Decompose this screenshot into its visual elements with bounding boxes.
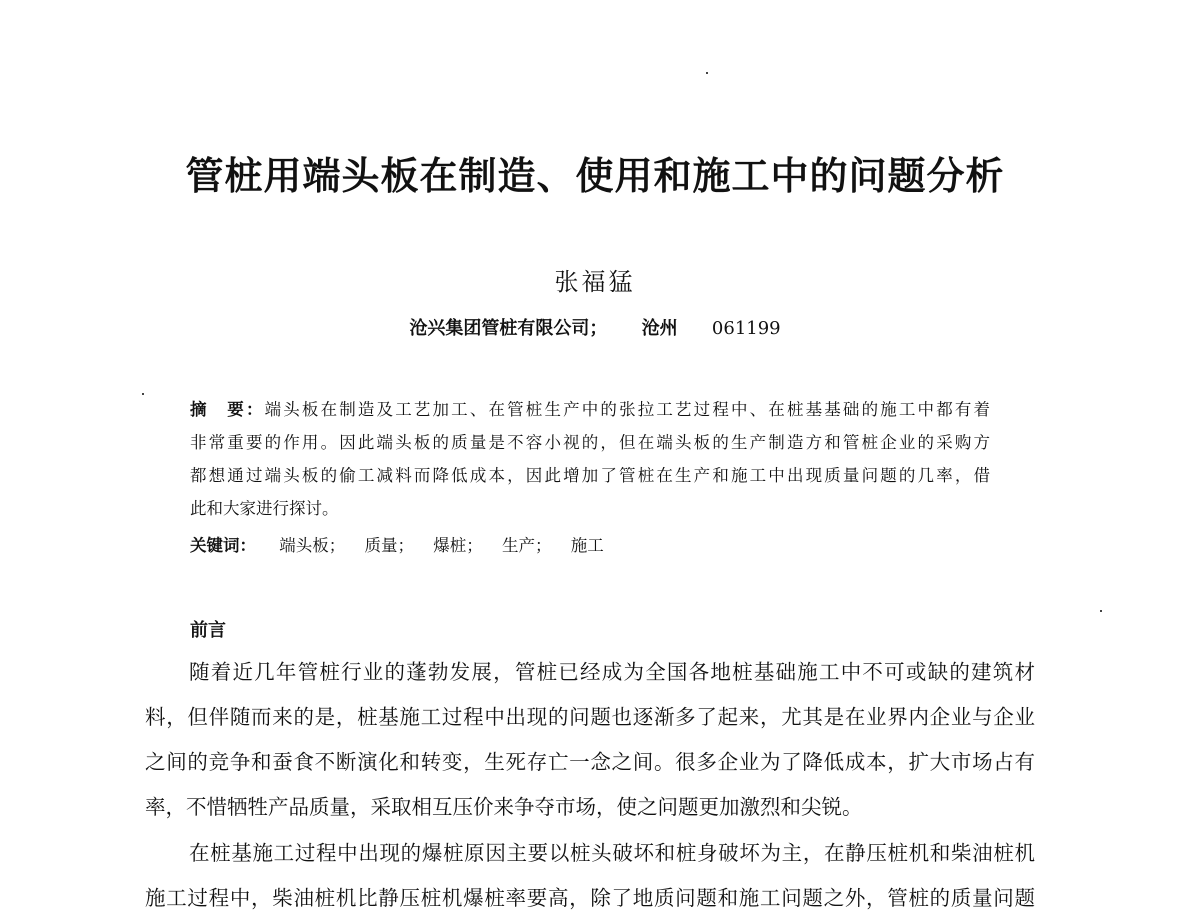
abstract <box>190 397 990 529</box>
keyword: 端头板； <box>279 536 346 555</box>
affiliation-postcode: 061199 <box>711 318 781 339</box>
keywords <box>190 532 618 556</box>
keyword: 生产； <box>502 536 552 555</box>
author-name: 张福猛 <box>554 268 636 296</box>
abstract-line: 此和大家进行探讨。 <box>190 499 339 518</box>
affiliation <box>0 314 1190 340</box>
abstract-label: 摘 要： <box>190 400 265 419</box>
paragraph-line: 料，但伴随而来的是，桩基施工过程中出现的问题也逐渐多了起来，尤其是在业界内企业与企业 <box>145 705 1035 729</box>
affiliation-city: 沧州 <box>641 318 678 339</box>
body-paragraph <box>145 831 1035 921</box>
abstract-line: 都想通过端头板的偷工减料而降低成本，因此增加了管桩在生产和施工中出现质量问题的几率，借 <box>190 466 990 485</box>
scan-speck <box>1100 610 1102 612</box>
paragraph-line: 随着近几年管桩行业的蓬勃发展，管桩已经成为全国各地桩基础施工中不可或缺的建筑材 <box>189 660 1035 684</box>
paragraph-line: 率，不惜牺牲产品质量，采取相互压价来争夺市场，使之问题更加激烈和尖锐。 <box>145 795 863 819</box>
paragraph-line: 在桩基施工过程中出现的爆桩原因主要以桩头破坏和桩身破坏为主，在静压桩机和柴油桩机 <box>189 841 1035 865</box>
scan-speck <box>706 72 708 74</box>
paragraph-line: 施工过程中，柴油桩机比静压桩机爆桩率要高，除了地质问题和施工问题之外，管桩的质量问题 <box>145 886 1035 910</box>
keyword: 爆桩； <box>433 536 483 555</box>
affiliation-company: 沧兴集团管桩有限公司； <box>409 318 608 339</box>
keyword: 质量； <box>364 536 414 555</box>
abstract-line: 非常重要的作用。因此端头板的质量是不容小视的，但在端头板的生产制造方和管桩企业的采购方 <box>190 433 990 452</box>
section-heading: 前言 <box>190 620 226 641</box>
document-title: 管桩用端头板在制造、使用和施工中的问题分析 <box>185 154 1005 198</box>
keyword: 施工 <box>570 536 604 555</box>
scan-speck <box>142 393 144 395</box>
abstract-line: 摘 要：端头板在制造及工艺加工、在管桩生产中的张拉工艺过程中、在桩基基础的施工中都有着 <box>190 400 990 419</box>
body-paragraph <box>145 650 1035 830</box>
paragraph-line: 之间的竞争和蚕食不断演化和转变，生死存亡一念之间。很多企业为了降低成本，扩大市场占有 <box>145 750 1035 774</box>
keywords-label: 关键词： <box>190 536 256 555</box>
